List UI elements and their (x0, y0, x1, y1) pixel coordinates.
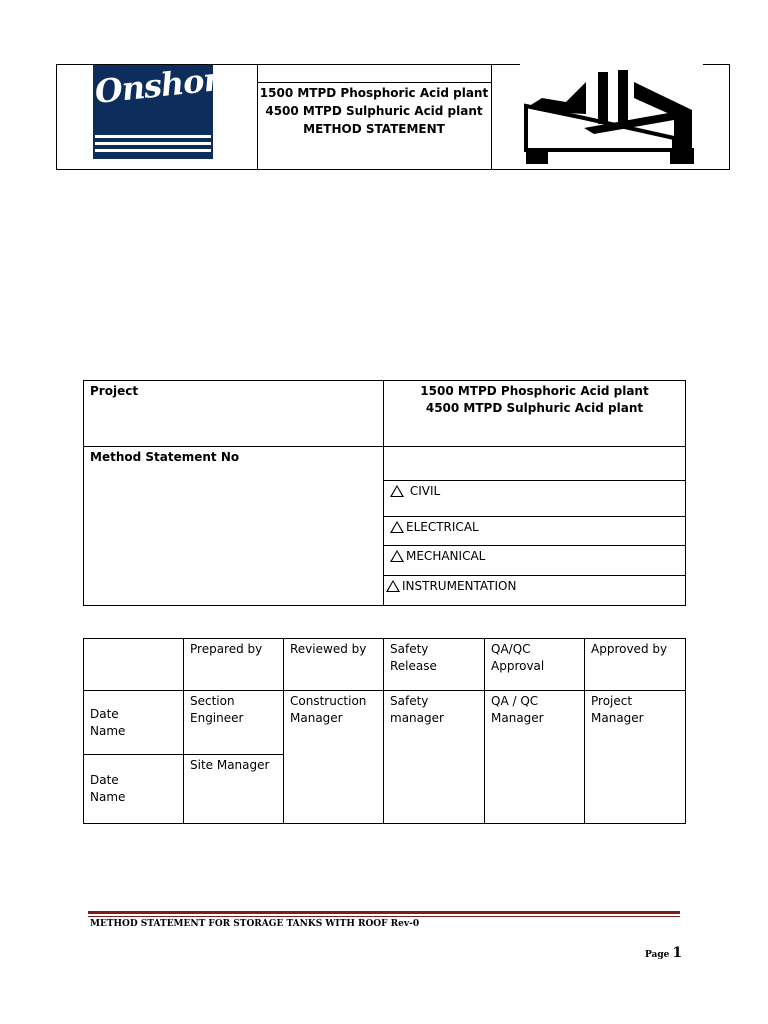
date-label: Date (90, 706, 119, 721)
triangle-icon (386, 580, 400, 592)
header-reviewed-by: Reviewed by (284, 639, 384, 691)
discipline-electrical[interactable]: ELECTRICAL (384, 517, 686, 546)
footer-rule (88, 911, 680, 914)
page-number-value: 1 (672, 945, 683, 961)
qaqc-manager[interactable]: QA / QC Manager (485, 691, 585, 824)
project-value-line: 4500 MTPD Sulphuric Acid plant (425, 401, 644, 415)
triangle-icon (390, 485, 404, 497)
onshore-logo (93, 58, 241, 159)
approved-project-manager[interactable]: Project Manager (585, 691, 686, 824)
name-label: Name (90, 723, 126, 738)
triangle-icon (390, 521, 404, 533)
safety-manager[interactable]: Safety manager (384, 691, 485, 824)
approval-table (83, 638, 686, 824)
method-statement-no-value[interactable] (384, 447, 686, 481)
header-approved-by: Approved by (585, 639, 686, 691)
date-label: Date (90, 773, 119, 787)
header-cell-empty (84, 639, 184, 691)
project-value-line: 1500 MTPD Phosphoric Acid plant (420, 384, 649, 398)
discipline-instrumentation[interactable]: INSTRUMENTATION (384, 576, 686, 606)
row1-label (84, 691, 184, 755)
project-label: Project (84, 381, 384, 447)
prepared-site-manager[interactable]: Site Manager (184, 755, 284, 824)
project-table (83, 380, 686, 606)
row2-label (84, 755, 184, 824)
page-number (645, 945, 682, 961)
header-divider (491, 65, 492, 169)
triangle-icon (390, 550, 404, 562)
company-logo-icon (524, 68, 699, 166)
discipline-civil[interactable]: CIVIL (384, 481, 686, 517)
logo-text: Onshore (93, 58, 241, 111)
discipline-mechanical[interactable]: MECHANICAL (384, 546, 686, 576)
header-rule (257, 82, 491, 83)
reviewed-construction-manager[interactable]: Construction Manager (284, 691, 384, 824)
page-label: Page (645, 950, 670, 960)
header-safety-release: Safety Release (384, 639, 485, 691)
method-statement-no-label: Method Statement No (84, 447, 384, 606)
footer-doc-title: METHOD STATEMENT FOR STORAGE TANKS WITH ROOF Rev-0 (90, 919, 420, 929)
header-prepared-by: Prepared by (184, 639, 284, 691)
prepared-section-engineer[interactable]: Section Engineer (184, 691, 284, 755)
header-qaqc-approval: QA/QC Approval (485, 639, 585, 691)
project-value (384, 381, 686, 447)
header-title-line: METHOD STATEMENT (303, 122, 445, 136)
name-label: Name (90, 790, 126, 804)
footer-rule (88, 916, 680, 917)
header-title-line: 1500 MTPD Phosphoric Acid plant (259, 86, 489, 100)
header-title (257, 84, 491, 138)
header-title-line: 4500 MTPD Sulphuric Acid plant (265, 104, 483, 118)
